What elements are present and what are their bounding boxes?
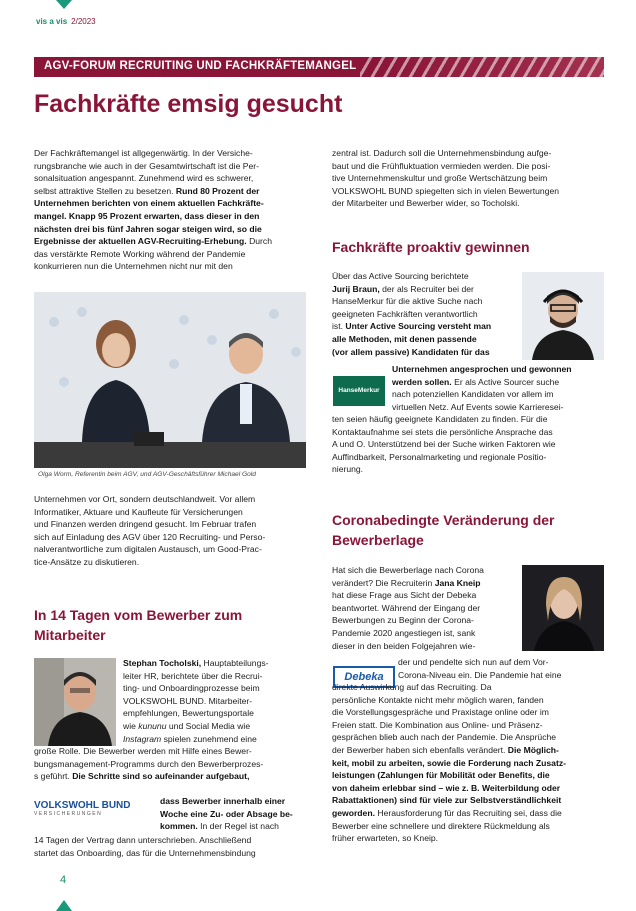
masthead-name: vis a vis [36,17,68,26]
portrait-tocholski [34,658,116,746]
portrait-kneip [522,565,604,651]
page-number: 4 [60,874,67,886]
tocholski-paragraph-side: dass Bewerber innerhalb einer Woche eine Zu- oder Absage be- kommen. In der Regel ist nach [160,796,293,832]
masthead-issue: 2/2023 [71,17,96,26]
tocholski-paragraph-mid: große Rolle. Die Bewerber werden mit Hilfe eines Bewer- bungsmanagement-Programms durch den Bewerberprozes- s geführt. Die Schritte sind so aufeinander aufgebaut, [34,746,264,782]
paragraph-2: Unternehmen vor Ort, sondern deutschlandweit. Vor allem Informatiker, Aktuare und Kaufleute für Versicherungen und Finanzen werden dringend gesucht. Im Februar trafen sich auf Einladung des AGV über 120 Recruiting- und Perso- nalverantwortliche zum digitalen Austausch, um Good-Prac- tice-Ansätze zu diskutieren. [34,494,266,567]
intro-paragraph: Der Fachkräftemangel ist allgegenwärtig. In der Versiche- rungsbranche wie auch in der Gesamtwirtschaft ist die Per- sonalsituation angespannt. Zunehmend wird es schwerer, selbst attraktive Stellen zu besetzen. Rund 80 Prozent der Unternehmen berichten von einem aktuellen Fachkräfte- mangel. Knapp 95 Prozent erwarten, dass dieser in den nächsten drei bis fünf Jahren sogar steigen wird, so die Ergebnisse der aktuellen AGV-Recruiting-Erhebung. Durch das verstärkte Remote Working während der Pandemie konkurrieren nun die Unternehmen nicht nur mit den [34,148,272,272]
portrait-illustration [522,565,604,651]
subheading-corona: Coronabedingte Veränderung der Bewerberlage [332,512,555,548]
photo-worm-gold [34,292,306,468]
top-marker [56,0,72,9]
debeka-logo: Debeka [333,666,395,688]
article-headline: Fachkräfte emsig gesucht [34,90,343,118]
right-paragraph-1: zentral ist. Dadurch soll die Unternehmensbindung aufge- baut und die Frühfluktuation vermieden werden. Die posi- tive Unternehmenskultur und große Wertschätzung beim VOLKSWOHL BUND spiegelten sich in vielen Bewertungen der Mitarbeiter und Bewerber wider, so Tocholski. [332,148,560,209]
braun-paragraph-end: ten seien häufig geeignete Kandidaten zu finden. Für die Kontaktaufnahme sei stets die persönliche Ansprache das A und O. Unterstützend bei der Suche wirken Faktoren wie Auffindbarkeit, Personalmarketing und regionale Positio- nierung. [332,414,556,475]
portrait-illustration [34,658,116,746]
volkswohl-bund-logo: VOLKSWOHL BUND VERSICHERUNGEN [34,800,131,817]
tocholski-paragraph-top: Stephan Tocholski, Hauptabteilungs- leiter HR, berichtete über die Recrui- ting- und Onboardingprozesse beim VOLKSWOHL BUND. Mitarbeiter- empfehlungen, Bewertungsportale wie kununu und Social Media wie Instagram spielen zunehmend eine [123,658,269,744]
kneip-paragraph-side: der und pendelte sich nun auf dem Vor- Corona-Niveau ein. Die Pandemie hat eine [398,657,562,680]
kneip-paragraph-top: Hat sich die Bewerberlage nach Corona verändert? Die Recruiterin Jana Kneip hat diese Frage aus Sicht der Debeka beantwortet. Während der Eingang der Bewerbungen zu Beginn der Corona- Pandemie 2020 angestiegen ist, sank dieser in den beiden Folgejahren wie- [332,565,484,651]
photo-illustration [34,292,306,468]
portrait-illustration [522,272,604,360]
kneip-paragraph-end: direkte Auswirkung auf das Recruiting. Da persönliche Kontakte nicht mehr möglich waren, fanden die Vorstellungsgespräche und Praxistage online oder im Freien statt. Die Kombination aus Online- und Präsenz- gesprächen blieb auch nach der Pandemie. Die Ansprüche der Bewerber haben sich ebenfalls verändert. Die Möglich- keit, mobil zu arbeiten, sowie die Forderung nach Zusatz- leistungen (Zahlungen für Mobilität oder Benefits, die von daheim erlebbar sind – wie z. B. Weiterbildung oder Rabattaktionen) sind für viele zur Selbstverständlichkeit geworden. Herausforderung für das Recruiting sei, dass die Bewerber eine schnellere und direktere Rückmeldung als früher erwarteten, so Kneip. [332,682,566,844]
section-banner-label: AGV-FORUM RECRUITING UND FACHKRÄFTEMANGEL [44,60,357,72]
photo-caption: Olga Worm, Referentin beim AGV, und AGV-Geschäftsführer Michael Gold [38,471,256,478]
portrait-braun [522,272,604,360]
subheading-14-tage: In 14 Tagen vom Bewerber zum Mitarbeiter [34,607,243,643]
banner-stripes [360,57,604,77]
braun-paragraph-side: Unternehmen angesprochen und gewonnen werden sollen. Er als Active Sourcer suche nach potenziellen Kandidaten vor allem im virtuellen Netz. Auf Events sowie Karrieresei- [392,364,572,412]
hansemerkur-logo: HanseMerkur [333,376,385,406]
tocholski-paragraph-end: 14 Tagen der Vertrag dann unterschrieben. Anschließend startet das Onboarding, das für die Unternehmensbindung [34,835,256,858]
magazine-masthead [36,17,96,26]
subheading-proaktiv: Fachkräfte proaktiv gewinnen [332,239,530,255]
bottom-marker [56,900,72,911]
braun-paragraph-top: Über das Active Sourcing berichtete Jurij Braun, der als Recruiter bei der HanseMerkur für die aktive Suche nach geeigneten Fachkräften verantwortlich ist. Unter Active Sourcing versteht man alle Methoden, mit denen passende (vor allem passive) Kandidaten für das [332,271,492,357]
